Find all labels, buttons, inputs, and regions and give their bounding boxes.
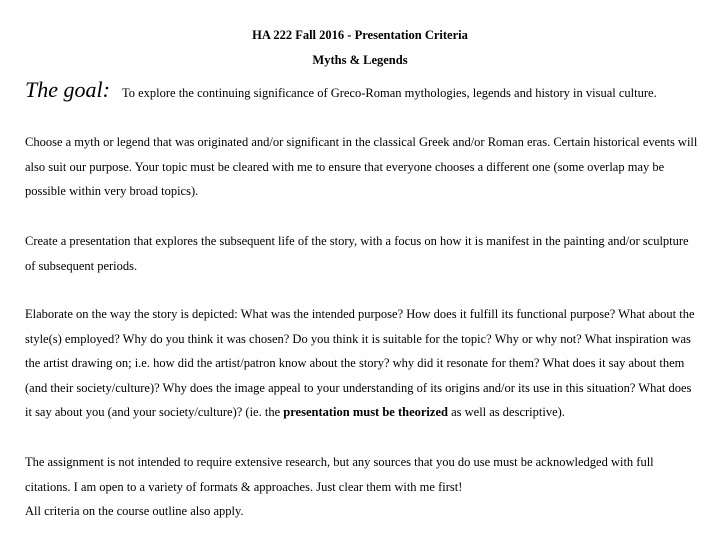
paragraph-create-presentation: Create a presentation that explores the subsequent life of the story, with a focus on how it is manifest in the painting and/or sculpture of subsequent periods. xyxy=(25,234,689,273)
goal-label: The goal: xyxy=(25,77,110,102)
goal-row xyxy=(25,77,705,106)
paragraph-assignment: The assignment is not intended to require extensive research, but any sources that you do use must be acknowledged with full citations. I am open to a variety of formats & approaches. Just clear them with me first! xyxy=(25,455,654,494)
paragraph-course-criteria: All criteria on the course outline also apply. xyxy=(25,504,244,518)
paragraph-choose-topic: Choose a myth or legend that was originated and/or significant in the classical Greek and/or Roman eras. Certain historical events will also suit our purpose. Your topic must be cleared with me to ensure that everyone chooses a different one (some overlap may be possible within very broad topics). xyxy=(25,135,698,199)
goal-text: To explore the continuing significance of Greco-Roman mythologies, legends and history in visual culture. xyxy=(121,86,657,100)
document-subtitle: Myths & Legends xyxy=(312,53,408,67)
elaborate-text: Elaborate on the way the story is depicted: What was the intended purpose? How does it fulfill its functional purpose? What about the style(s) employed? Why do you think it was chosen? Do you think it is suitable for the topic? Why or why not? What inspiration was the artist drawing on; i.e. how did the artist/patron know about the story? why did it resonate for them? What does it say about them (and their society/culture)? Why does the image appeal to your understanding of its origins and/or its use in this situation? What does it say about you (and your society/culture)? (ie. the xyxy=(25,307,695,420)
document-title: HA 222 Fall 2016 - Presentation Criteria xyxy=(252,28,468,42)
paragraph-elaborate xyxy=(25,302,700,425)
elaborate-bold-text: presentation must be theorized xyxy=(283,405,448,420)
elaborate-text-end: as well as descriptive). xyxy=(447,405,565,420)
